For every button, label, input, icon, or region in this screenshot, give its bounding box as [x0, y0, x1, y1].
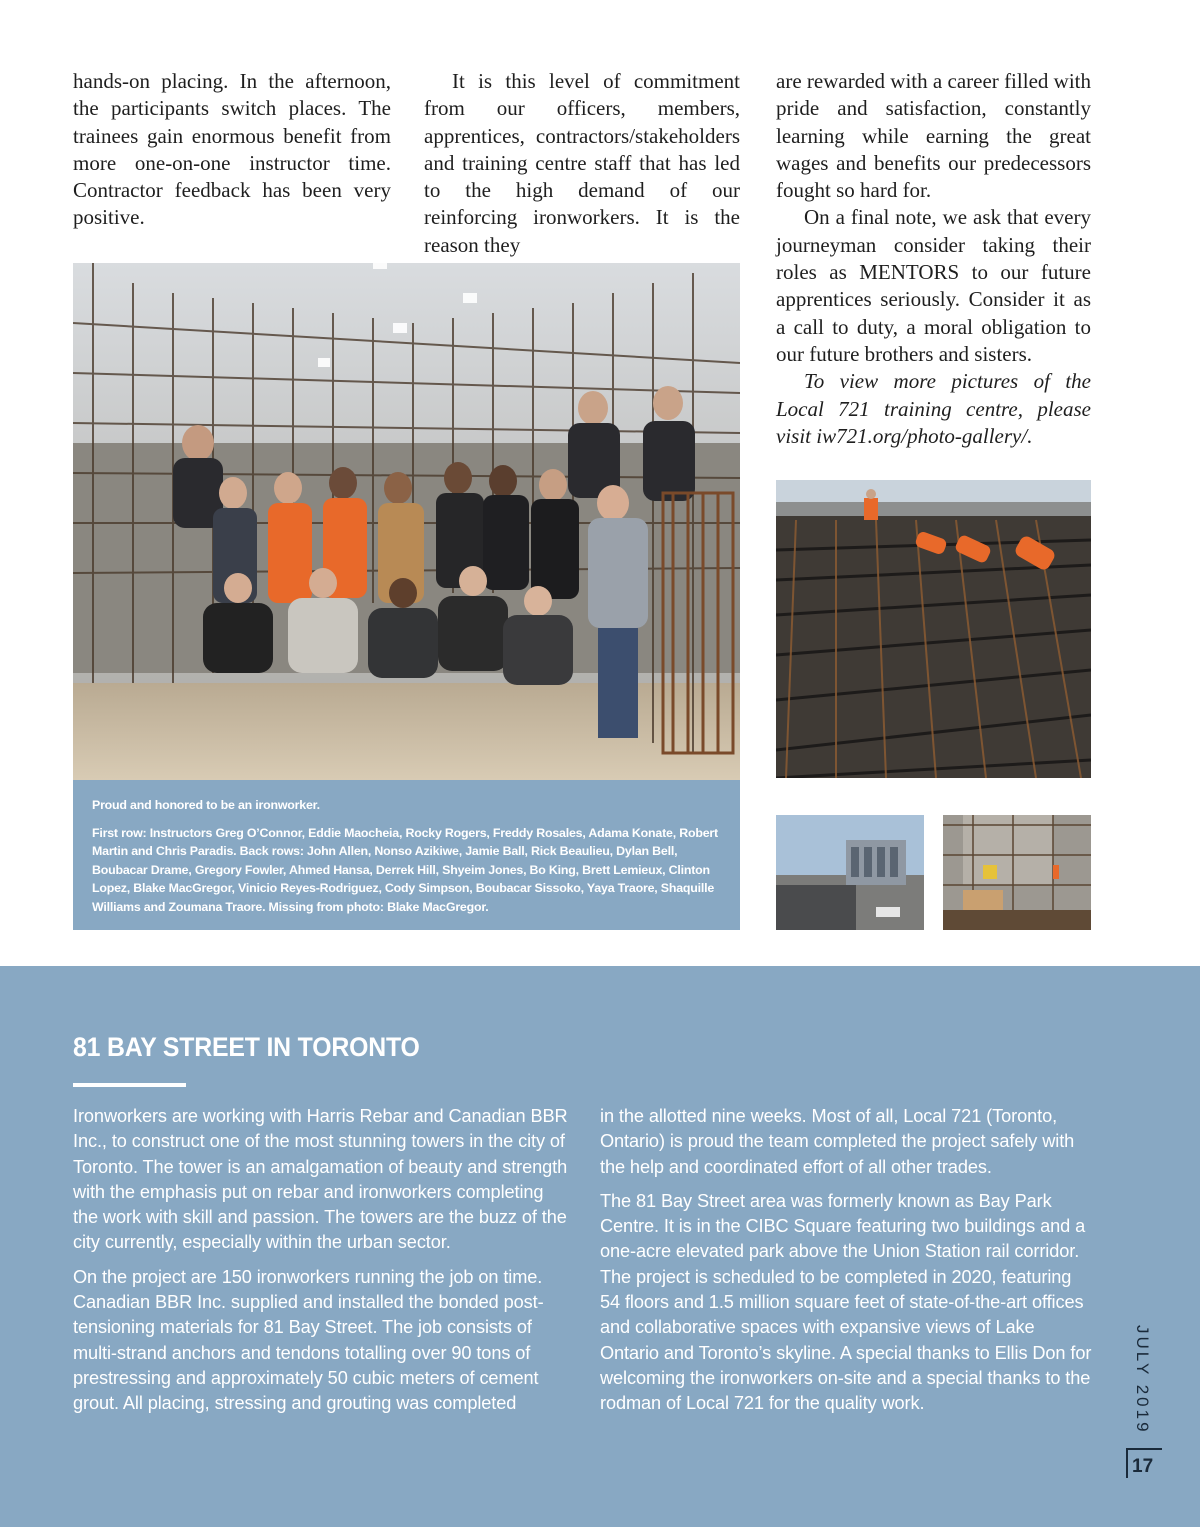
bay-paragraph: The 81 Bay Street area was formerly known as Bay Park Centre. It is in the CIBC Square featuring two buildings and a one-acre elevated park above the Union Station rail corridor. The project is scheduled to be completed in 2020, featuring 54 floors and 1.5 million square feet of state-of-the-art offices and collaborative spaces with expansive views of Lake Ontario and Toronto’s skyline. A special thanks to Ellis Don for welcoming the ironworkers on-site and a special thanks to the rodman of Local 721 for the quality work.	[600, 1190, 1092, 1414]
article-column-3	[776, 68, 1091, 450]
caption-heading: Proud and honored to be an ironworker.	[92, 798, 320, 812]
article-column-1	[73, 68, 391, 232]
folio-vertical-rule	[1126, 1448, 1128, 1478]
rebar-work-illustration	[776, 480, 1091, 778]
building-exterior-photo	[776, 815, 924, 930]
article-paragraph: are rewarded with a career filled with pride and satisfaction, constantly learning while earning the great wages and benefits our predecessors fought so hard for.	[776, 69, 1091, 203]
construction-site-photo	[943, 815, 1091, 930]
title-underline	[73, 1083, 186, 1087]
bay-paragraph: in the allotted nine weeks. Most of all, Local 721 (Toronto, Ontario) is proud the team completed the project safely with the help and coordinated effort of all other trades.	[600, 1106, 1075, 1177]
construction-site-illustration	[943, 815, 1091, 930]
group-photo	[73, 263, 740, 780]
bay-street-column-1	[73, 1104, 568, 1426]
issue-date: JULY 2019	[1133, 1325, 1152, 1435]
bay-paragraph: On the project are 150 ironworkers running the job on time. Canadian BBR Inc. supplied and installed the bonded post-tensioning materials for 81 Bay Street. The job consists of multi-strand anchors and tendons totalling over 90 tons of prestressing and approximately 50 cubic meters of cement grout. All placing, stressing and grouting was completed	[73, 1266, 544, 1414]
gallery-link-note: To view more pictures of the Local 721 training centre, please visit iw721.org/photo-gallery/.	[776, 369, 1091, 448]
group-photo-illustration	[73, 263, 740, 780]
section-title: 81 BAY STREET IN TORONTO	[73, 1032, 420, 1062]
photo-caption	[73, 780, 740, 930]
article-column-2	[424, 68, 740, 259]
article-paragraph: On a final note, we ask that every journeyman consider taking their roles as MENTORS to our future apprentices seriously. Consider it as a call to duty, a moral obligation to our future brothers and sisters.	[776, 205, 1091, 366]
folio-rule	[1126, 1448, 1162, 1450]
bay-street-column-2	[600, 1104, 1095, 1426]
caption-names: First row: Instructors Greg O’Connor, Eddie Maocheia, Rocky Rogers, Freddy Rosales, Adama Konate, Robert Martin and Chris Paradis. Back rows: John Allen, Nonso Azikiwe, Jamie Ball, Rick Beaulieu, Dylan Bell, Boubacar Drame, Gregory Fowler, Ahmed Hansa, Derrek Hill, Shyeim Jones, Bo King, Brett Lemieux, Clinton Lopez, Blake MacGregor, Vinicio Reyes-Rodriguez, Cody Simpson, Boubacar Sissoko, Yaya Traore, Shaquille Williams and Zoumana Traore. Missing from photo: Blake MacGregor.	[92, 825, 718, 914]
article-paragraph: It is this level of commitment from our officers, members, apprentices, contractors/stakeholders and training centre staff that has led to the high demand of our reinforcing ironworkers. It is the reason they	[424, 69, 740, 257]
bay-paragraph: Ironworkers are working with Harris Rebar and Canadian BBR Inc., to construct one of the most stunning towers in the city of Toronto. The tower is an amalgamation of beauty and strength with the emphasis put on rebar and ironworkers completing the work with skill and passion. The towers are the buzz of the city currently, especially within the urban sector.	[73, 1106, 568, 1253]
rebar-work-photo	[776, 480, 1091, 778]
page-number: 17	[1132, 1456, 1154, 1477]
building-exterior-illustration	[776, 815, 924, 930]
bay-street-section	[0, 966, 1200, 1527]
article-paragraph: hands-on placing. In the afternoon, the participants switch places. The trainees gain enormous benefit from more one-on-one instructor time. Contractor feedback has been very positive.	[73, 69, 391, 230]
